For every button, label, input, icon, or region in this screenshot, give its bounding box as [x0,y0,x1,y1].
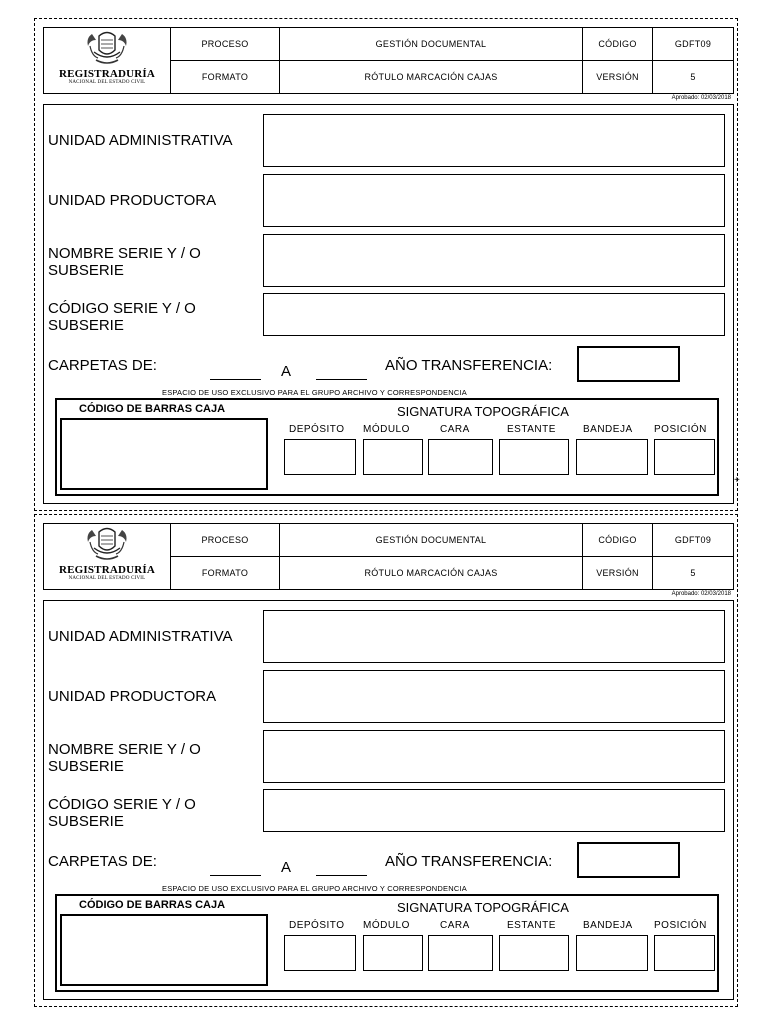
col-cara: CARA [440,920,470,931]
posicion-box[interactable] [654,439,715,475]
codigo-serie-field[interactable] [263,789,725,832]
codigo-label: CÓDIGO [598,535,637,545]
col-cara: CARA [440,424,470,435]
codigo-serie-line1: CÓDIGO SERIE Y / O [48,796,196,813]
a-label: A [281,363,292,380]
form-header [43,27,734,94]
label-body [43,600,734,1000]
unidad-productora-label: UNIDAD PRODUCTORA [48,688,217,705]
nombre-serie-label [48,245,201,279]
box-label-card-2 [34,514,738,1007]
a-label: A [281,859,292,876]
unidad-productora-field[interactable] [263,670,725,723]
proceso-label: PROCESO [201,39,249,49]
col-modulo: MÓDULO [363,920,410,931]
archive-section [55,398,719,496]
version-value: 5 [690,568,696,578]
nombre-serie-label [48,741,201,775]
col-bandeja: BANDEJA [583,424,633,435]
carpetas-to-line[interactable] [316,875,367,876]
col-posicion: POSICIÓN [654,424,707,435]
unidad-administrativa-label: UNIDAD ADMINISTRATIVA [48,628,233,645]
registraduria-logo [44,524,170,589]
version-value: 5 [690,72,696,82]
modulo-box[interactable] [363,935,423,971]
col-estante: ESTANTE [507,920,556,931]
edge-mark: + [734,475,740,486]
formato-value: RÓTULO MARCACIÓN CAJAS [364,72,498,82]
form-header [43,523,734,590]
anio-transferencia-field[interactable] [577,842,680,878]
anio-transferencia-label: AÑO TRANSFERENCIA: [385,853,553,870]
bandeja-box[interactable] [576,935,648,971]
approval-date: Aprobado: 02/03/2018 [671,591,731,597]
col-estante: ESTANTE [507,424,556,435]
modulo-box[interactable] [363,439,423,475]
col-bandeja: BANDEJA [583,920,633,931]
col-modulo: MÓDULO [363,424,410,435]
carpetas-to-line[interactable] [316,379,367,380]
anio-transferencia-field[interactable] [577,346,680,382]
proceso-value: GESTIÓN DOCUMENTAL [375,39,487,49]
unidad-administrativa-field[interactable] [263,114,725,167]
deposito-box[interactable] [284,935,356,971]
carpetas-from-line[interactable] [210,875,261,876]
unidad-administrativa-field[interactable] [263,610,725,663]
col-deposito: DEPÓSITO [289,424,345,435]
version-label: VERSIÓN [596,568,639,578]
box-label-card-1 [34,18,738,511]
barcode-box[interactable] [60,418,268,490]
codigo-serie-label [48,796,196,830]
coat-of-arms-icon [82,28,132,68]
carpetas-de-label: CARPETAS DE: [48,853,157,870]
nombre-serie-line2: SUBSERIE [48,262,124,279]
codigo-value: GDFT09 [674,535,712,545]
bandeja-box[interactable] [576,439,648,475]
col-deposito: DEPÓSITO [289,920,345,931]
cara-box[interactable] [428,935,493,971]
codigo-serie-line2: SUBSERIE [48,317,124,334]
carpetas-from-line[interactable] [210,379,261,380]
cara-box[interactable] [428,439,493,475]
logo-subtitle: NACIONAL DEL ESTADO CIVIL [68,576,146,581]
nombre-serie-line1: NOMBRE SERIE Y / O [48,741,201,758]
barcode-title: CÓDIGO DE BARRAS CAJA [79,899,226,911]
nombre-serie-line1: NOMBRE SERIE Y / O [48,245,201,262]
codigo-label: CÓDIGO [598,39,637,49]
logo-name: REGISTRADURÍA [58,68,156,80]
col-posicion: POSICIÓN [654,920,707,931]
nombre-serie-field[interactable] [263,234,725,287]
barcode-box[interactable] [60,914,268,986]
label-body [43,104,734,504]
unidad-productora-label: UNIDAD PRODUCTORA [48,192,217,209]
version-label: VERSIÓN [596,72,639,82]
signature-title: SIGNATURA TOPOGRÁFICA [397,404,569,419]
anio-transferencia-label: AÑO TRANSFERENCIA: [385,357,553,374]
estante-box[interactable] [499,439,569,475]
logo-name: REGISTRADURÍA [58,564,156,576]
estante-box[interactable] [499,935,569,971]
codigo-serie-line2: SUBSERIE [48,813,124,830]
barcode-title: CÓDIGO DE BARRAS CAJA [79,403,226,415]
archive-caption: ESPACIO DE USO EXCLUSIVO PARA EL GRUPO ARCHIVO Y CORRESPONDENCIA [162,884,467,893]
nombre-serie-field[interactable] [263,730,725,783]
unidad-productora-field[interactable] [263,174,725,227]
posicion-box[interactable] [654,935,715,971]
proceso-label: PROCESO [201,535,249,545]
carpetas-de-label: CARPETAS DE: [48,357,157,374]
logo-subtitle: NACIONAL DEL ESTADO CIVIL [68,80,146,85]
codigo-serie-label [48,300,196,334]
proceso-value: GESTIÓN DOCUMENTAL [375,535,487,545]
formato-label: FORMATO [201,568,249,578]
registraduria-logo [44,28,170,93]
coat-of-arms-icon [82,524,132,564]
formato-label: FORMATO [201,72,249,82]
archive-caption: ESPACIO DE USO EXCLUSIVO PARA EL GRUPO ARCHIVO Y CORRESPONDENCIA [162,388,467,397]
codigo-serie-field[interactable] [263,293,725,336]
nombre-serie-line2: SUBSERIE [48,758,124,775]
formato-value: RÓTULO MARCACIÓN CAJAS [364,568,498,578]
archive-section [55,894,719,992]
unidad-administrativa-label: UNIDAD ADMINISTRATIVA [48,132,233,149]
codigo-serie-line1: CÓDIGO SERIE Y / O [48,300,196,317]
codigo-value: GDFT09 [674,39,712,49]
approval-date: Aprobado: 02/03/2018 [671,95,731,101]
signature-title: SIGNATURA TOPOGRÁFICA [397,900,569,915]
deposito-box[interactable] [284,439,356,475]
